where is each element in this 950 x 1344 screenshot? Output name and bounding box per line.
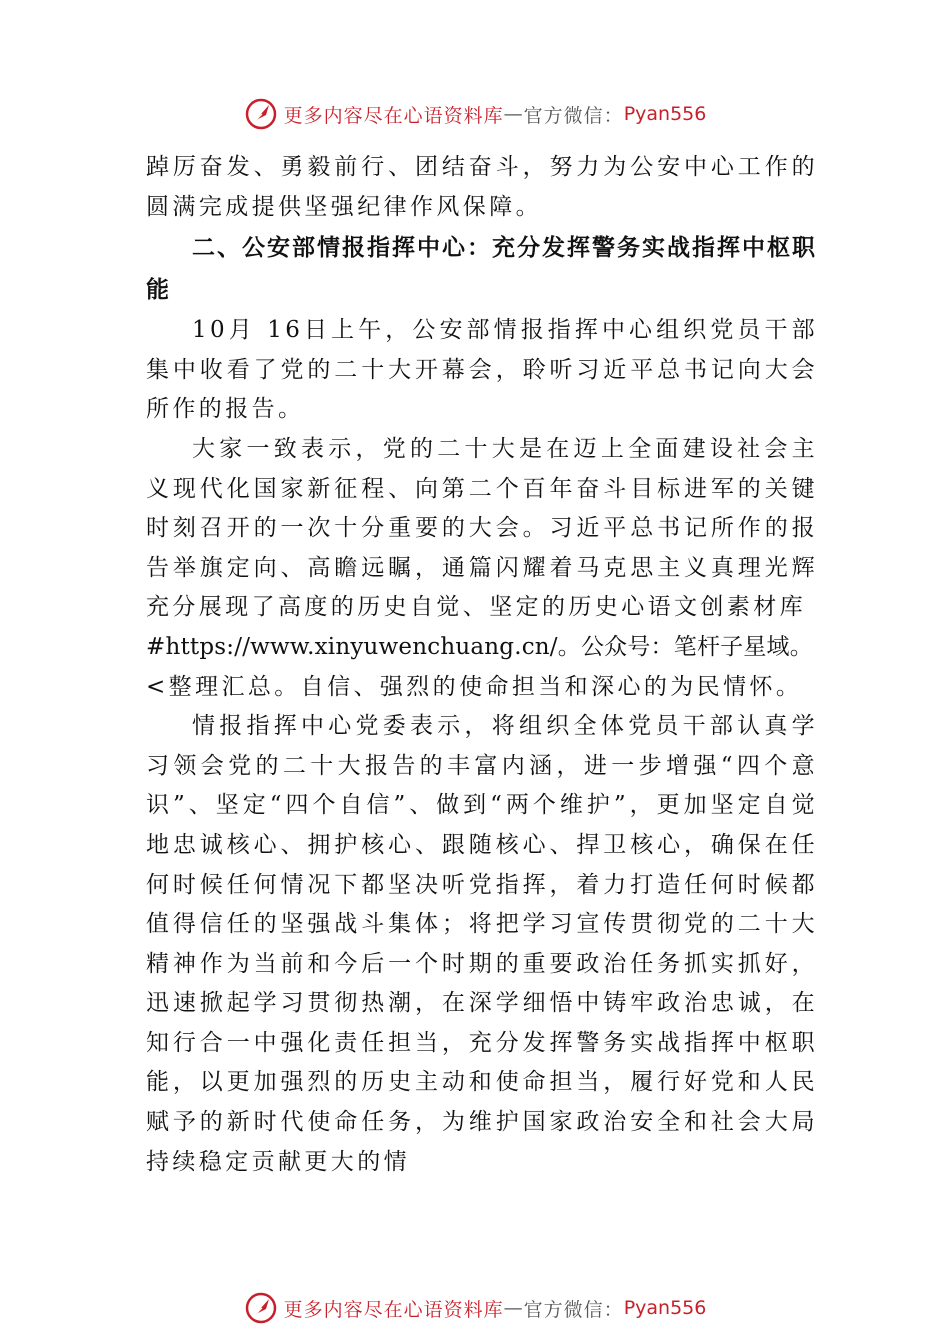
banner-wechat-id: Pyan556 [623,1297,707,1319]
banner-wechat-id: Pyan556 [623,103,707,125]
paragraph-consensus-line3: <整理汇总。自信、强烈的使命担当和深心的为民情怀。 [146,673,803,700]
document-body [146,148,818,1182]
section-heading: 二、公安部情报指挥中心：充分发挥警务实战指挥中枢职能 [146,235,817,304]
banner-channel-label: 官方微信： [523,1298,624,1321]
feather-pen-icon [244,97,278,131]
paragraph-meeting: 10月 16日上午，公安部情报指挥中心组织党员干部集中收看了党的二十大开幕会，聆听习近平总书记向大会所作的报告。 [146,317,818,423]
feather-pen-icon [244,1291,278,1325]
banner-dash: — [503,103,524,125]
paragraph-continuation: 踔厉奋发、勇毅前行、团结奋斗，努力为公安中心工作的圆满完成提供坚强纪律作风保障。 [146,154,818,220]
paragraph-consensus [146,430,818,707]
paragraph-party-committee: 情报指挥中心党委表示，将组织全体党员干部认真学习领会党的二十大报告的丰富内涵，进一步增强“四个意识”、坚定“四个自信”、做到“两个维护”，更加坚定自觉地忠诚核心、拥护核心、跟随核心、捍卫核心，确保在任何时候任何情况下都坚决听党指挥，着力打造任何时候都值得信任的坚强战斗集体；将把学习宣传贯彻党的二十大精神作为当前和今后一个时期的重要政治任务抓实抓好，迅速掀起学习贯彻热潮，在深学细悟中铸牢政治忠诚，在知行合一中强化责任担当，充分发挥警务实战指挥中枢职能，以更加强烈的历史主动和使命担当，履行好党和人民赋予的新时代使命任务，为维护国家政治安全和社会大局持续稳定贡献更大的情 [146,713,818,1175]
paragraph-consensus-line1: 大家一致表示，党的二十大是在迈上全面建设社会主义现代化国家新征程、向第二个百年奋斗目标进军的关键时刻召开的一次十分重要的大会。习近平总书记所作的报告举旗定向、高瞻远瞩，通篇闪耀着马克思主义真理光辉充分展现了高度的历史自觉、坚定的历史心语文创素材库 [146,435,818,621]
footer-watermark-banner [0,1288,950,1328]
paragraph-consensus-url-line: #https://www.xinyuwenchuang.cn/。公众号：笔杆子星域。 [146,633,813,660]
header-watermark-banner [0,94,950,134]
banner-channel-label: 官方微信： [523,104,624,127]
banner-dash: — [503,1297,524,1319]
banner-main-text: 更多内容尽在心语资料库 [283,1298,504,1321]
banner-main-text: 更多内容尽在心语资料库 [283,104,504,127]
